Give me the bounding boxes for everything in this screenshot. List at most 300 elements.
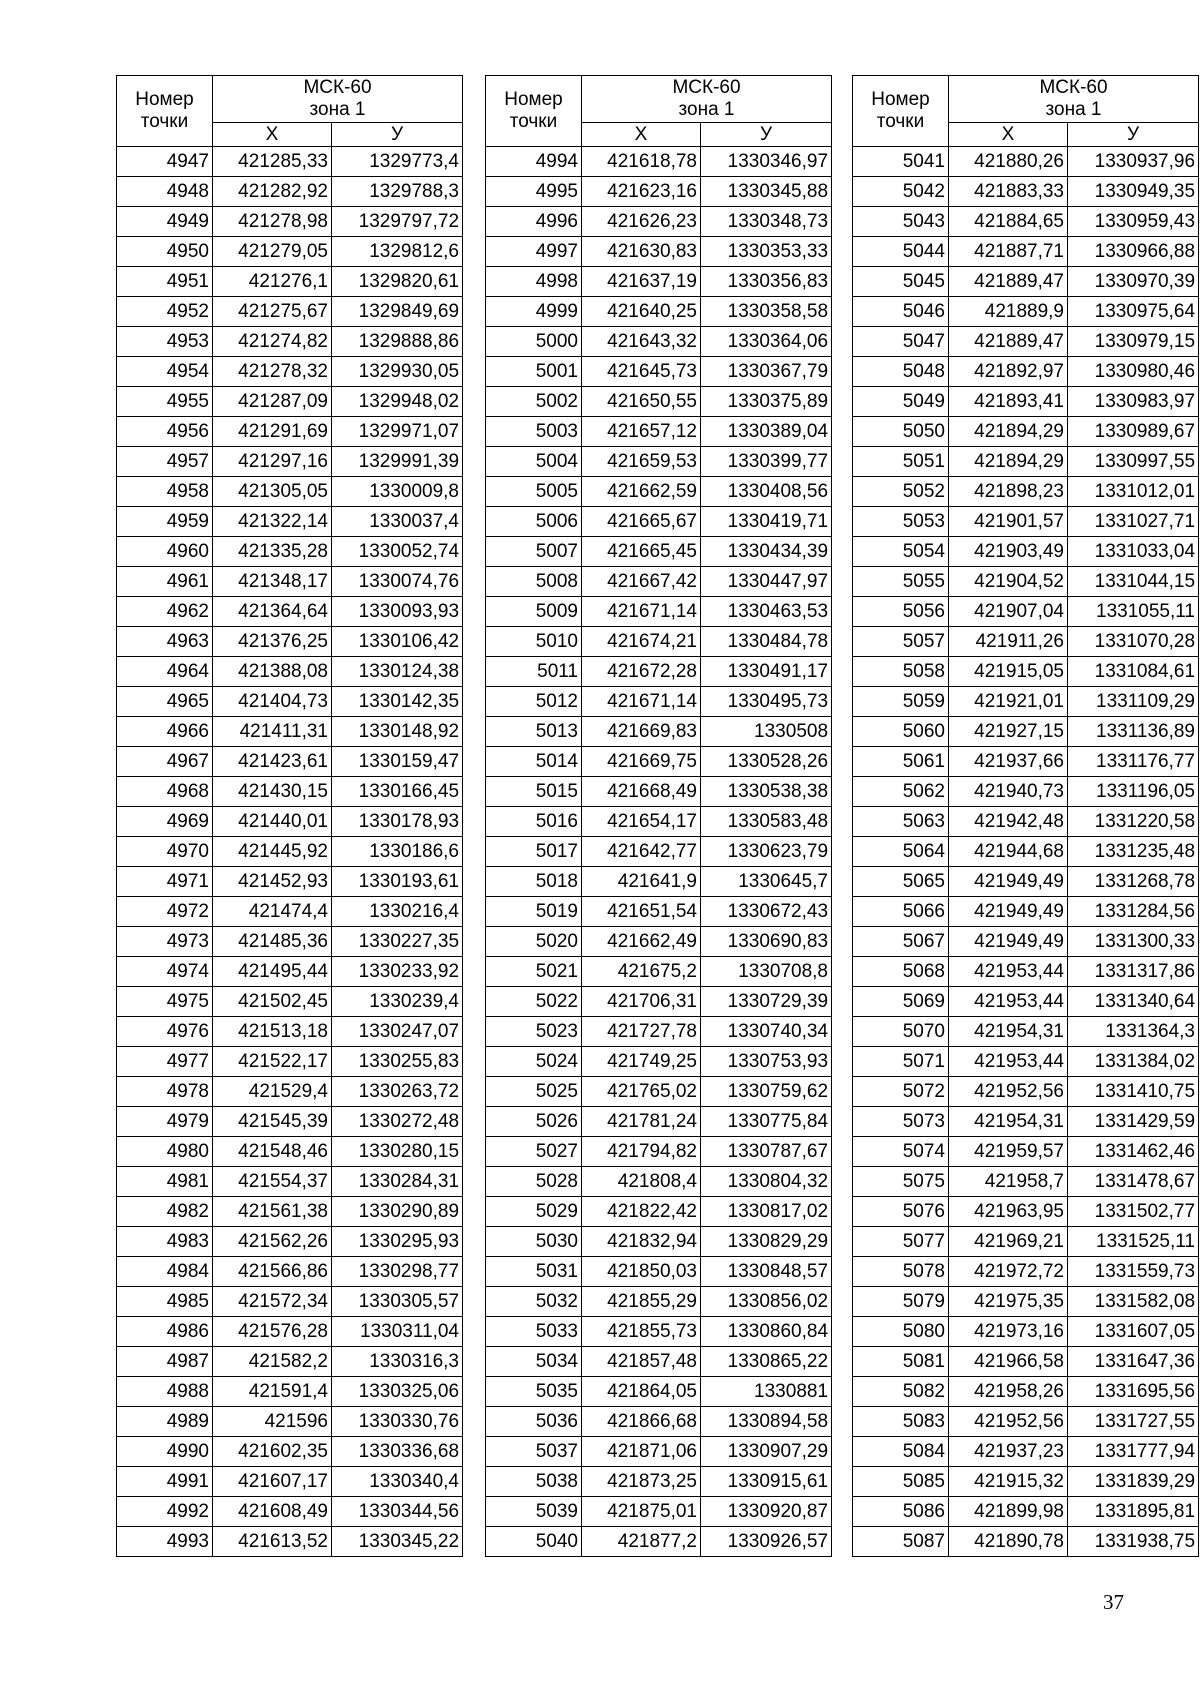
x-coordinate-cell: 421279,05 <box>213 237 332 267</box>
point-label-line2: точки <box>509 111 558 132</box>
x-coordinate-cell: 421659,53 <box>582 447 701 477</box>
y-coordinate-cell: 1330227,35 <box>332 927 463 957</box>
point-number-cell: 5065 <box>853 867 949 897</box>
point-number-cell: 5016 <box>486 807 582 837</box>
y-coordinate-cell: 1330052,74 <box>332 537 463 567</box>
y-coordinate-cell: 1329788,3 <box>332 177 463 207</box>
point-number-cell: 5034 <box>486 1347 582 1377</box>
table-row <box>853 1497 1199 1527</box>
table-row <box>486 1287 832 1317</box>
coordinate-system-header <box>213 76 463 123</box>
table-row <box>117 897 463 927</box>
y-coordinate-cell: 1330434,39 <box>701 537 832 567</box>
y-column-header: У <box>701 123 832 147</box>
y-coordinate-cell: 1331300,33 <box>1068 927 1199 957</box>
table-row <box>117 1077 463 1107</box>
point-number-cell: 5074 <box>853 1137 949 1167</box>
point-number-cell: 4984 <box>117 1257 213 1287</box>
y-coordinate-cell: 1330528,26 <box>701 747 832 777</box>
table-row <box>853 657 1199 687</box>
y-coordinate-cell: 1331462,46 <box>1068 1137 1199 1167</box>
coordinate-table-2 <box>485 75 832 1557</box>
y-coordinate-cell: 1330159,47 <box>332 747 463 777</box>
point-number-cell: 5021 <box>486 957 582 987</box>
y-coordinate-cell: 1329888,86 <box>332 327 463 357</box>
y-coordinate-cell: 1330419,71 <box>701 507 832 537</box>
x-coordinate-cell: 421880,26 <box>949 147 1068 177</box>
table-row <box>117 1497 463 1527</box>
table-row <box>486 507 832 537</box>
y-coordinate-cell: 1330856,02 <box>701 1287 832 1317</box>
point-number-cell: 5063 <box>853 807 949 837</box>
point-number-cell: 4973 <box>117 927 213 957</box>
point-label-line1: Номер <box>871 89 930 110</box>
y-coordinate-cell: 1331525,11 <box>1068 1227 1199 1257</box>
y-coordinate-cell: 1331410,75 <box>1068 1077 1199 1107</box>
x-coordinate-cell: 421623,16 <box>582 177 701 207</box>
y-coordinate-cell: 1331607,05 <box>1068 1317 1199 1347</box>
table-row <box>853 1527 1199 1557</box>
y-coordinate-cell: 1330247,07 <box>332 1017 463 1047</box>
table-row <box>853 747 1199 777</box>
table-row <box>486 1317 832 1347</box>
point-number-cell: 5029 <box>486 1197 582 1227</box>
y-coordinate-cell: 1330817,02 <box>701 1197 832 1227</box>
y-coordinate-cell: 1331070,28 <box>1068 627 1199 657</box>
table-row <box>117 207 463 237</box>
point-number-cell: 4958 <box>117 477 213 507</box>
x-coordinate-cell: 421873,25 <box>582 1467 701 1497</box>
x-coordinate-cell: 421637,19 <box>582 267 701 297</box>
point-number-header <box>853 76 949 147</box>
x-coordinate-cell: 421937,23 <box>949 1437 1068 1467</box>
x-coordinate-cell: 421954,31 <box>949 1107 1068 1137</box>
point-number-cell: 4980 <box>117 1137 213 1167</box>
point-number-cell: 4971 <box>117 867 213 897</box>
table-row <box>486 687 832 717</box>
y-coordinate-cell: 1329991,39 <box>332 447 463 477</box>
y-coordinate-cell: 1330336,68 <box>332 1437 463 1467</box>
table-row <box>117 1287 463 1317</box>
y-coordinate-cell: 1330829,29 <box>701 1227 832 1257</box>
table-row <box>486 1197 832 1227</box>
y-coordinate-cell: 1330708,8 <box>701 957 832 987</box>
x-coordinate-cell: 421669,83 <box>582 717 701 747</box>
y-coordinate-cell: 1330353,33 <box>701 237 832 267</box>
table-row <box>486 867 832 897</box>
point-number-cell: 4989 <box>117 1407 213 1437</box>
x-coordinate-cell: 421944,68 <box>949 837 1068 867</box>
x-coordinate-cell: 421706,31 <box>582 987 701 1017</box>
table-row <box>853 1467 1199 1497</box>
table-row <box>486 837 832 867</box>
y-coordinate-cell: 1330623,79 <box>701 837 832 867</box>
point-number-cell: 5033 <box>486 1317 582 1347</box>
y-coordinate-cell: 1330740,34 <box>701 1017 832 1047</box>
table-row <box>117 1107 463 1137</box>
y-coordinate-cell: 1331027,71 <box>1068 507 1199 537</box>
y-coordinate-cell: 1330983,97 <box>1068 387 1199 417</box>
point-number-cell: 5014 <box>486 747 582 777</box>
x-coordinate-cell: 421667,42 <box>582 567 701 597</box>
table-row <box>853 867 1199 897</box>
table-row <box>486 267 832 297</box>
x-coordinate-cell: 421940,73 <box>949 777 1068 807</box>
y-coordinate-cell: 1330239,4 <box>332 987 463 1017</box>
x-coordinate-cell: 421954,31 <box>949 1017 1068 1047</box>
table-row <box>853 1407 1199 1437</box>
y-coordinate-cell: 1330759,62 <box>701 1077 832 1107</box>
x-column-header: Х <box>213 123 332 147</box>
table-row <box>853 567 1199 597</box>
y-coordinate-cell: 1330937,96 <box>1068 147 1199 177</box>
point-number-cell: 4969 <box>117 807 213 837</box>
table-row <box>486 1107 832 1137</box>
table-row <box>853 327 1199 357</box>
point-number-cell: 5026 <box>486 1107 582 1137</box>
x-coordinate-cell: 421765,02 <box>582 1077 701 1107</box>
y-coordinate-cell: 1330753,93 <box>701 1047 832 1077</box>
y-coordinate-cell: 1330966,88 <box>1068 237 1199 267</box>
x-coordinate-cell: 421411,31 <box>213 717 332 747</box>
x-coordinate-cell: 421749,25 <box>582 1047 701 1077</box>
point-number-cell: 5013 <box>486 717 582 747</box>
y-coordinate-cell: 1331012,01 <box>1068 477 1199 507</box>
y-coordinate-cell: 1330484,78 <box>701 627 832 657</box>
x-coordinate-cell: 421857,48 <box>582 1347 701 1377</box>
table-row <box>853 1077 1199 1107</box>
point-number-cell: 4966 <box>117 717 213 747</box>
y-coordinate-cell: 1330280,15 <box>332 1137 463 1167</box>
point-number-cell: 5010 <box>486 627 582 657</box>
point-number-cell: 5073 <box>853 1107 949 1137</box>
x-coordinate-cell: 421898,23 <box>949 477 1068 507</box>
x-coordinate-cell: 421883,33 <box>949 177 1068 207</box>
point-number-cell: 4956 <box>117 417 213 447</box>
table-row <box>486 387 832 417</box>
x-coordinate-cell: 421794,82 <box>582 1137 701 1167</box>
y-coordinate-cell: 1331220,58 <box>1068 807 1199 837</box>
y-coordinate-cell: 1331340,64 <box>1068 987 1199 1017</box>
x-coordinate-cell: 421921,01 <box>949 687 1068 717</box>
y-coordinate-cell: 1330907,29 <box>701 1437 832 1467</box>
point-number-cell: 5061 <box>853 747 949 777</box>
point-number-cell: 4951 <box>117 267 213 297</box>
point-number-cell: 4992 <box>117 1497 213 1527</box>
point-number-cell: 4974 <box>117 957 213 987</box>
coordinate-table-3 <box>852 75 1199 1557</box>
x-coordinate-cell: 421285,33 <box>213 147 332 177</box>
y-coordinate-cell: 1330295,93 <box>332 1227 463 1257</box>
x-coordinate-cell: 421566,86 <box>213 1257 332 1287</box>
table-row <box>853 1197 1199 1227</box>
y-coordinate-cell: 1330272,48 <box>332 1107 463 1137</box>
x-coordinate-cell: 421630,83 <box>582 237 701 267</box>
y-coordinate-cell: 1330358,58 <box>701 297 832 327</box>
point-number-cell: 4990 <box>117 1437 213 1467</box>
y-coordinate-cell: 1330463,53 <box>701 597 832 627</box>
table-row <box>117 867 463 897</box>
x-coordinate-cell: 421966,58 <box>949 1347 1068 1377</box>
table-row <box>853 927 1199 957</box>
y-coordinate-cell: 1330344,56 <box>332 1497 463 1527</box>
x-coordinate-cell: 421276,1 <box>213 267 332 297</box>
x-coordinate-cell: 421529,4 <box>213 1077 332 1107</box>
point-number-cell: 5017 <box>486 837 582 867</box>
y-coordinate-cell: 1331478,67 <box>1068 1167 1199 1197</box>
table-row <box>117 537 463 567</box>
y-coordinate-cell: 1330284,31 <box>332 1167 463 1197</box>
y-coordinate-cell: 1330178,93 <box>332 807 463 837</box>
x-coordinate-cell: 421665,45 <box>582 537 701 567</box>
y-coordinate-cell: 1330860,84 <box>701 1317 832 1347</box>
point-number-cell: 5008 <box>486 567 582 597</box>
point-number-cell: 4960 <box>117 537 213 567</box>
point-number-cell: 5022 <box>486 987 582 1017</box>
point-number-cell: 4991 <box>117 1467 213 1497</box>
table-row <box>486 1227 832 1257</box>
x-coordinate-cell: 421618,78 <box>582 147 701 177</box>
point-number-cell: 5038 <box>486 1467 582 1497</box>
table-row <box>486 807 832 837</box>
table-row <box>117 777 463 807</box>
point-number-cell: 5062 <box>853 777 949 807</box>
point-number-cell: 4983 <box>117 1227 213 1257</box>
y-coordinate-cell: 1330375,89 <box>701 387 832 417</box>
table-row <box>853 1377 1199 1407</box>
y-coordinate-cell: 1330926,57 <box>701 1527 832 1557</box>
table-row <box>117 1407 463 1437</box>
point-number-cell: 4959 <box>117 507 213 537</box>
y-coordinate-cell: 1330690,83 <box>701 927 832 957</box>
point-number-cell: 5015 <box>486 777 582 807</box>
y-coordinate-cell: 1331136,89 <box>1068 717 1199 747</box>
x-coordinate-cell: 421958,7 <box>949 1167 1068 1197</box>
x-coordinate-cell: 421855,73 <box>582 1317 701 1347</box>
point-number-cell: 4949 <box>117 207 213 237</box>
y-coordinate-cell: 1330894,58 <box>701 1407 832 1437</box>
point-label-line2: точки <box>876 111 925 132</box>
table-row <box>853 627 1199 657</box>
x-coordinate-cell: 421866,68 <box>582 1407 701 1437</box>
point-number-cell: 5081 <box>853 1347 949 1377</box>
point-number-cell: 5087 <box>853 1527 949 1557</box>
table-row <box>853 267 1199 297</box>
x-coordinate-cell: 421887,71 <box>949 237 1068 267</box>
point-number-cell: 4987 <box>117 1347 213 1377</box>
table-row <box>117 1047 463 1077</box>
x-coordinate-cell: 421674,21 <box>582 627 701 657</box>
point-number-cell: 5048 <box>853 357 949 387</box>
table-row <box>486 1167 832 1197</box>
y-coordinate-cell: 1330538,38 <box>701 777 832 807</box>
point-number-cell: 5077 <box>853 1227 949 1257</box>
table-row <box>486 447 832 477</box>
x-coordinate-cell: 421404,73 <box>213 687 332 717</box>
table-row <box>853 207 1199 237</box>
y-coordinate-cell: 1330106,42 <box>332 627 463 657</box>
y-coordinate-cell: 1331429,59 <box>1068 1107 1199 1137</box>
x-coordinate-cell: 421602,35 <box>213 1437 332 1467</box>
point-number-cell: 5078 <box>853 1257 949 1287</box>
y-coordinate-cell: 1331196,05 <box>1068 777 1199 807</box>
table-row <box>486 957 832 987</box>
table-row <box>486 927 832 957</box>
y-coordinate-cell: 1330645,7 <box>701 867 832 897</box>
table-row <box>117 1167 463 1197</box>
point-number-cell: 4965 <box>117 687 213 717</box>
table-row <box>853 1347 1199 1377</box>
table-row <box>117 657 463 687</box>
point-number-cell: 4963 <box>117 627 213 657</box>
point-number-cell: 5058 <box>853 657 949 687</box>
point-number-cell: 5042 <box>853 177 949 207</box>
table-row <box>486 717 832 747</box>
point-number-cell: 4953 <box>117 327 213 357</box>
table-row <box>853 1137 1199 1167</box>
x-coordinate-cell: 421963,95 <box>949 1197 1068 1227</box>
y-coordinate-cell: 1330672,43 <box>701 897 832 927</box>
point-number-cell: 4961 <box>117 567 213 597</box>
table-row <box>853 1287 1199 1317</box>
y-coordinate-cell: 1330345,88 <box>701 177 832 207</box>
table-row <box>486 297 832 327</box>
y-coordinate-cell: 1330093,93 <box>332 597 463 627</box>
point-number-cell: 5052 <box>853 477 949 507</box>
x-coordinate-cell: 421915,05 <box>949 657 1068 687</box>
table-row <box>486 567 832 597</box>
point-number-cell: 5028 <box>486 1167 582 1197</box>
point-number-cell: 4986 <box>117 1317 213 1347</box>
point-label-line1: Номер <box>135 89 194 110</box>
point-number-cell: 5040 <box>486 1527 582 1557</box>
table-row <box>486 627 832 657</box>
y-coordinate-cell: 1330970,39 <box>1068 267 1199 297</box>
point-number-cell: 5056 <box>853 597 949 627</box>
table-row <box>486 1347 832 1377</box>
x-coordinate-cell: 421613,52 <box>213 1527 332 1557</box>
point-number-cell: 5031 <box>486 1257 582 1287</box>
table-row <box>117 477 463 507</box>
table-row <box>853 417 1199 447</box>
table-row <box>117 987 463 1017</box>
x-coordinate-cell: 421973,16 <box>949 1317 1068 1347</box>
table-row <box>117 327 463 357</box>
x-coordinate-cell: 421662,59 <box>582 477 701 507</box>
table-row <box>117 447 463 477</box>
x-coordinate-cell: 421675,2 <box>582 957 701 987</box>
point-number-cell: 5079 <box>853 1287 949 1317</box>
table-row <box>486 537 832 567</box>
y-coordinate-cell: 1330193,61 <box>332 867 463 897</box>
point-number-cell: 5051 <box>853 447 949 477</box>
y-coordinate-cell: 1330186,6 <box>332 837 463 867</box>
point-number-cell: 5049 <box>853 387 949 417</box>
point-number-cell: 5067 <box>853 927 949 957</box>
table-row <box>117 1227 463 1257</box>
x-coordinate-cell: 421889,9 <box>949 297 1068 327</box>
x-coordinate-cell: 421911,26 <box>949 627 1068 657</box>
x-coordinate-cell: 421875,01 <box>582 1497 701 1527</box>
y-coordinate-cell: 1331695,56 <box>1068 1377 1199 1407</box>
y-coordinate-cell: 1330142,35 <box>332 687 463 717</box>
point-number-cell: 4993 <box>117 1527 213 1557</box>
system-line2: зона 1 <box>678 99 735 120</box>
x-coordinate-cell: 421671,14 <box>582 687 701 717</box>
table-row <box>853 177 1199 207</box>
x-coordinate-cell: 421641,9 <box>582 867 701 897</box>
x-coordinate-cell: 421892,97 <box>949 357 1068 387</box>
x-coordinate-cell: 421972,72 <box>949 1257 1068 1287</box>
point-number-cell: 4947 <box>117 147 213 177</box>
y-coordinate-cell: 1330997,55 <box>1068 447 1199 477</box>
point-number-cell: 5071 <box>853 1047 949 1077</box>
y-coordinate-cell: 1330311,04 <box>332 1317 463 1347</box>
y-coordinate-cell: 1330233,92 <box>332 957 463 987</box>
y-coordinate-cell: 1330305,57 <box>332 1287 463 1317</box>
point-number-cell: 4981 <box>117 1167 213 1197</box>
point-number-cell: 4964 <box>117 657 213 687</box>
y-coordinate-cell: 1330775,84 <box>701 1107 832 1137</box>
point-number-cell: 5006 <box>486 507 582 537</box>
table-row <box>117 687 463 717</box>
y-coordinate-cell: 1331559,73 <box>1068 1257 1199 1287</box>
x-coordinate-cell: 421952,56 <box>949 1077 1068 1107</box>
page-number: 37 <box>1103 1590 1124 1614</box>
y-coordinate-cell: 1329849,69 <box>332 297 463 327</box>
point-number-cell: 4962 <box>117 597 213 627</box>
table-row <box>853 957 1199 987</box>
point-number-cell: 5018 <box>486 867 582 897</box>
table-row <box>486 417 832 447</box>
table-row <box>853 507 1199 537</box>
table-row <box>486 1137 832 1167</box>
point-number-cell: 5009 <box>486 597 582 627</box>
table-row <box>117 507 463 537</box>
table-row <box>117 1017 463 1047</box>
y-coordinate-cell: 1329797,72 <box>332 207 463 237</box>
table-row <box>853 537 1199 567</box>
table-row <box>117 1437 463 1467</box>
x-coordinate-cell: 421907,04 <box>949 597 1068 627</box>
y-coordinate-cell: 1330508 <box>701 717 832 747</box>
system-line1: МСК-60 <box>672 77 741 98</box>
y-column-header: У <box>332 123 463 147</box>
table-row <box>486 597 832 627</box>
point-number-cell: 5076 <box>853 1197 949 1227</box>
y-coordinate-cell: 1331044,15 <box>1068 567 1199 597</box>
x-coordinate-cell: 421282,92 <box>213 177 332 207</box>
point-number-cell: 5075 <box>853 1167 949 1197</box>
x-coordinate-cell: 421576,28 <box>213 1317 332 1347</box>
y-coordinate-cell: 1331727,55 <box>1068 1407 1199 1437</box>
point-number-cell: 4982 <box>117 1197 213 1227</box>
point-number-cell: 5082 <box>853 1377 949 1407</box>
x-coordinate-cell: 421958,26 <box>949 1377 1068 1407</box>
x-coordinate-cell: 421322,14 <box>213 507 332 537</box>
y-coordinate-cell: 1330166,45 <box>332 777 463 807</box>
table-row <box>853 837 1199 867</box>
x-coordinate-cell: 421889,47 <box>949 327 1068 357</box>
point-number-cell: 5086 <box>853 1497 949 1527</box>
y-coordinate-cell: 1330583,48 <box>701 807 832 837</box>
table-row <box>117 1467 463 1497</box>
point-number-cell: 4950 <box>117 237 213 267</box>
x-coordinate-cell: 421808,4 <box>582 1167 701 1197</box>
table-row <box>486 1257 832 1287</box>
point-number-cell: 5050 <box>853 417 949 447</box>
y-coordinate-cell: 1331364,3 <box>1068 1017 1199 1047</box>
